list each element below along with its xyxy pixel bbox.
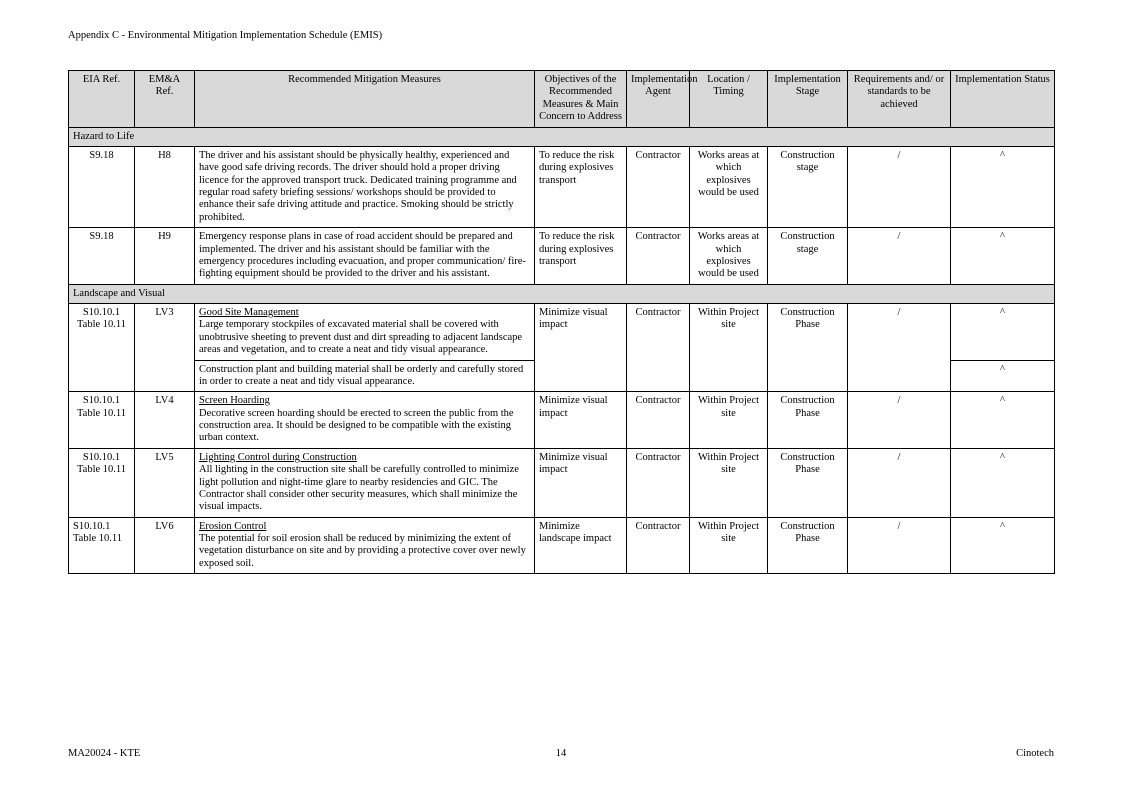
table-body (69, 127, 1055, 574)
cell-objectives: Minimize visual impact (535, 304, 627, 392)
cell-location: Works areas at which explosives would be used (690, 146, 768, 227)
table-row (69, 304, 1055, 361)
cell-measure (195, 517, 535, 574)
column-header-location-timing: Location / Timing (690, 71, 768, 128)
cell-requirements: / (848, 392, 951, 449)
table-row (69, 146, 1055, 227)
cell-status: ^ (951, 448, 1055, 517)
cell-stage: Construction Phase (768, 517, 848, 574)
cell-agent: Contractor (627, 392, 690, 449)
cell-measure-continued (195, 360, 535, 392)
column-header-implementation-agent: Implementation Agent (627, 71, 690, 128)
cell-status: ^ (951, 146, 1055, 227)
cell-objectives: Minimize visual impact (535, 448, 627, 517)
cell-eia-ref: S10.10.1 Table 10.11 (69, 392, 135, 449)
table-header-row (69, 71, 1055, 128)
cell-emna-ref: LV4 (135, 392, 195, 449)
cell-location: Works areas at which explosives would be used (690, 228, 768, 285)
cell-location: Within Project site (690, 517, 768, 574)
footer-project-code: MA20024 - KTE (68, 748, 141, 759)
cell-agent: Contractor (627, 228, 690, 285)
measure-text: Decorative screen hoarding should be erected to screen the public from the construction area. It should be designed to be compatible with the existing urban context. (199, 407, 514, 444)
measure-text: The driver and his assistant should be physically healthy, experienced and have good safe driving records. The driver should hold a proper driving licence for the approved transport truck. Dedicated training programme and regular road safety briefing sessions/ workshops should be provided to enhance their safe driving attitude and practice. Smoking should be strictly prohibited. (199, 149, 517, 223)
column-header-eia-ref: EIA Ref. (69, 71, 135, 128)
column-header-emna-ref: EM&A Ref. (135, 71, 195, 128)
cell-objectives: Minimize visual impact (535, 392, 627, 449)
page-header: Appendix C - Environmental Mitigation Implementation Schedule (EMIS) (68, 30, 383, 41)
cell-measure (195, 228, 535, 285)
cell-agent: Contractor (627, 146, 690, 227)
table-row (69, 448, 1055, 517)
cell-objectives: To reduce the risk during explosives transport (535, 228, 627, 285)
measure-subtitle (199, 307, 530, 319)
cell-eia-ref: S9.18 (69, 228, 135, 285)
cell-agent: Contractor (627, 517, 690, 574)
cell-eia-ref: S9.18 (69, 146, 135, 227)
section-header-row (69, 284, 1055, 303)
section-title-landscape-and-visual: Landscape and Visual (69, 284, 1055, 303)
cell-eia-ref: S10.10.1 Table 10.11 (69, 517, 135, 574)
cell-requirements: / (848, 228, 951, 285)
measure-subtitle (199, 521, 530, 533)
cell-emna-ref: LV6 (135, 517, 195, 574)
cell-stage: Construction Phase (768, 448, 848, 517)
cell-stage: Construction Phase (768, 392, 848, 449)
column-header-objectives: Objectives of the Recommended Measures & Main Concern to Address (535, 71, 627, 128)
cell-objectives: Minimize landscape impact (535, 517, 627, 574)
cell-emna-ref: LV5 (135, 448, 195, 517)
cell-measure (195, 146, 535, 227)
cell-status: ^ (951, 392, 1055, 449)
cell-location: Within Project site (690, 448, 768, 517)
cell-requirements: / (848, 304, 951, 392)
column-header-implementation-status: Implementation Status (951, 71, 1055, 128)
cell-requirements: / (848, 448, 951, 517)
measure-text-2: Construction plant and building material shall be orderly and carefully stored in order to create a neat and tidy visual appearance. (199, 363, 524, 387)
footer-page-number: 14 (555, 748, 567, 759)
cell-requirements: / (848, 146, 951, 227)
column-header-requirements: Requirements and/ or standards to be achieved (848, 71, 951, 128)
cell-status-extra: ^ (951, 360, 1055, 392)
measure-subtitle-text: Erosion Control (199, 520, 267, 532)
cell-eia-ref: S10.10.1 Table 10.11 (69, 304, 135, 392)
cell-objectives: To reduce the risk during explosives transport (535, 146, 627, 227)
emis-table (68, 70, 1055, 574)
cell-status: ^ (951, 228, 1055, 285)
cell-eia-ref: S10.10.1 Table 10.11 (69, 448, 135, 517)
cell-stage: Construction stage (768, 146, 848, 227)
measure-text: All lighting in the construction site shall be carefully controlled to minimize light pollution and night-time glare to nearby residencies and GIC. The Contractor shall consider other security measures, which shall minimize the visual impacts. (199, 464, 519, 513)
cell-status: ^ (951, 517, 1055, 574)
measure-subtitle-text: Good Site Management (199, 307, 299, 318)
measure-text: Large temporary stockpiles of excavated material shall be covered with unobtrusive sheeting to prevent dust and dirt spreading to adjacent landscape areas and vegetation, and to create a neat and tidy visual appearance. (199, 319, 523, 356)
cell-stage: Construction Phase (768, 304, 848, 392)
cell-location: Within Project site (690, 392, 768, 449)
cell-requirements: / (848, 517, 951, 574)
cell-agent: Contractor (627, 448, 690, 517)
cell-measure (195, 392, 535, 449)
cell-measure (195, 304, 535, 361)
table-header (69, 71, 1055, 128)
cell-stage: Construction stage (768, 228, 848, 285)
cell-emna-ref: H8 (135, 146, 195, 227)
cell-agent: Contractor (627, 304, 690, 392)
section-header-row (69, 127, 1055, 146)
cell-emna-ref: LV3 (135, 304, 195, 392)
footer-company: Cinotech (1016, 748, 1054, 759)
measure-subtitle-text: Lighting Control during Construction (199, 451, 357, 463)
measure-subtitle (199, 395, 530, 407)
table-row (69, 228, 1055, 285)
column-header-implementation-stage: Implementation Stage (768, 71, 848, 128)
section-title-hazard-to-life: Hazard to Life (69, 127, 1055, 146)
cell-status: ^ (951, 304, 1055, 361)
table-row (69, 517, 1055, 574)
column-header-recommended-mitigation-measures: Recommended Mitigation Measures (195, 71, 535, 128)
cell-measure (195, 448, 535, 517)
measure-text: Emergency response plans in case of road accident should be prepared and implemented. The driver and his assistant should be familiar with the emergency procedures including evacuation, and proper communication/ fire-fighting equipment should be provided to the driver and his assistant. (199, 231, 526, 280)
measure-text: The potential for soil erosion shall be reduced by minimizing the extent of vegetation disturbance on site and by providing a protective cover over newly exposed soil. (199, 533, 526, 569)
cell-location: Within Project site (690, 304, 768, 392)
measure-subtitle (199, 452, 530, 464)
cell-emna-ref: H9 (135, 228, 195, 285)
table-row (69, 392, 1055, 449)
measure-subtitle-text: Screen Hoarding (199, 395, 270, 407)
